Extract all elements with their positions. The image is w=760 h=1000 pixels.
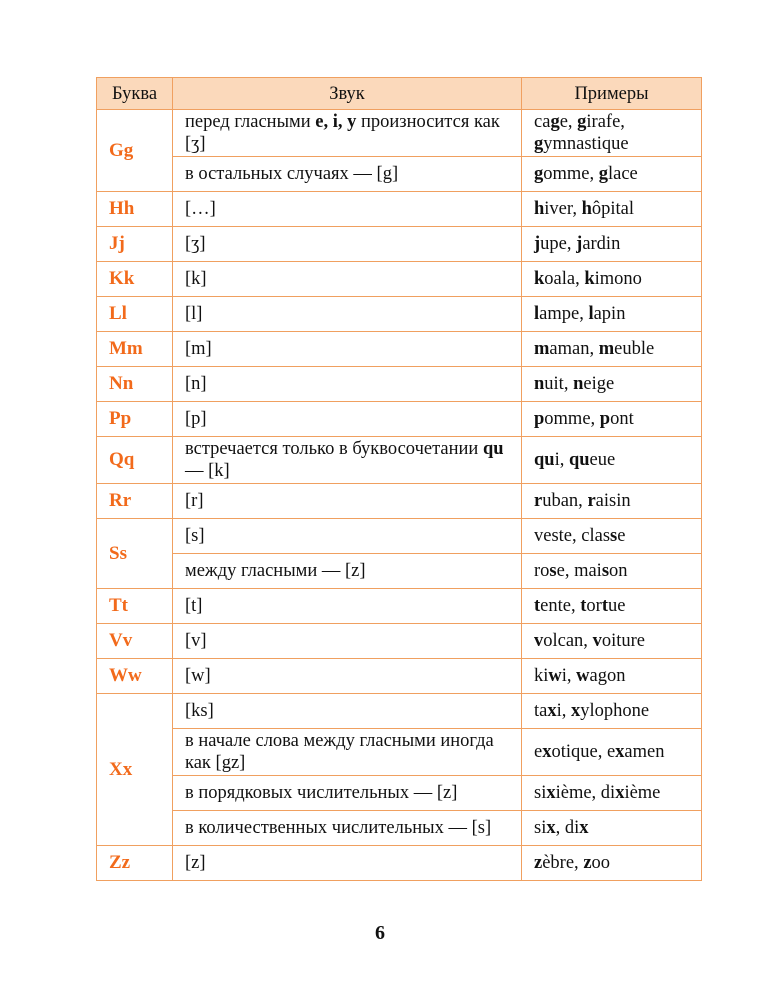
bold-fragment: w [548, 666, 562, 686]
sound-cell: [t] [173, 589, 522, 624]
bold-fragment: x [547, 701, 557, 721]
sound-cell: перед гласными e, i, y произносится как [ʒ] [173, 110, 522, 157]
table-row [97, 367, 702, 402]
phonetics-table [96, 77, 702, 881]
table-row [97, 332, 702, 367]
examples-cell: sixième, dixième [522, 776, 702, 811]
sound-cell: [m] [173, 332, 522, 367]
bold-fragment: p [534, 409, 545, 429]
bold-fragment: g [598, 164, 608, 184]
examples-cell: nuit, neige [522, 367, 702, 402]
table-row [97, 624, 702, 659]
bold-fragment: z [583, 853, 592, 873]
sound-cell: [p] [173, 402, 522, 437]
letter-cell: Jj [97, 227, 173, 262]
bold-fragment: m [534, 339, 550, 359]
bold-fragment: t [601, 596, 608, 616]
table-row [97, 402, 702, 437]
table-row [97, 110, 702, 157]
letter-cell: Ll [97, 297, 173, 332]
table-row [97, 729, 702, 776]
examples-cell: cage, girafe, gymnastique [522, 110, 702, 157]
bold-fragment: v [592, 631, 602, 651]
letter-cell: Ss [97, 519, 173, 589]
bold-fragment: g [534, 164, 544, 184]
sound-cell: [z] [173, 846, 522, 881]
bold-fragment: t [534, 596, 541, 616]
bold-fragment: x [579, 818, 589, 838]
table-row [97, 484, 702, 519]
sound-cell: [r] [173, 484, 522, 519]
sound-cell: в количественных числительных — [s] [173, 811, 522, 846]
table-body [97, 110, 702, 881]
bold-fragment: h [534, 199, 545, 219]
table-row [97, 227, 702, 262]
letter-cell: Vv [97, 624, 173, 659]
letter-cell: Qq [97, 437, 173, 484]
table-row [97, 811, 702, 846]
bold-fragment: s [601, 561, 610, 581]
bold-fragment: j [576, 234, 583, 254]
bold-fragment: z [534, 853, 543, 873]
examples-cell: koala, kimono [522, 262, 702, 297]
sound-cell: между гласными — [z] [173, 554, 522, 589]
bold-fragment: g [577, 112, 587, 132]
examples-cell: six, dix [522, 811, 702, 846]
examples-cell: rose, maison [522, 554, 702, 589]
bold-fragment: s [549, 561, 557, 581]
bold-fragment: x [546, 818, 556, 838]
letter-cell: Rr [97, 484, 173, 519]
bold-fragment: g [550, 112, 560, 132]
examples-cell: gomme, glace [522, 157, 702, 192]
table-header-row [97, 78, 702, 110]
sound-cell: в остальных случаях — [g] [173, 157, 522, 192]
sound-cell: в начале слова между гласными иногда как [gz] [173, 729, 522, 776]
bold-fragment: t [580, 596, 587, 616]
page-number: 6 [375, 922, 385, 944]
examples-cell: veste, classe [522, 519, 702, 554]
sound-cell: в порядковых числительных — [z] [173, 776, 522, 811]
sound-cell: [k] [173, 262, 522, 297]
bold-fragment: v [534, 631, 544, 651]
examples-cell: hiver, hôpital [522, 192, 702, 227]
examples-cell: ruban, raisin [522, 484, 702, 519]
bold-fragment: m [598, 339, 615, 359]
examples-cell: zèbre, zoo [522, 846, 702, 881]
examples-cell: tente, tortue [522, 589, 702, 624]
letter-cell: Tt [97, 589, 173, 624]
table-row [97, 589, 702, 624]
examples-cell: exotique, examen [522, 729, 702, 776]
bold-fragment: k [584, 269, 595, 289]
sound-cell: [s] [173, 519, 522, 554]
table-row [97, 437, 702, 484]
bold-fragment: j [534, 234, 541, 254]
table-row [97, 846, 702, 881]
letter-cell: Pp [97, 402, 173, 437]
examples-cell: lampe, lapin [522, 297, 702, 332]
table-row [97, 659, 702, 694]
bold-fragment: s [610, 526, 618, 546]
examples-cell: pomme, pont [522, 402, 702, 437]
table-row [97, 776, 702, 811]
letter-cell: Xx [97, 694, 173, 846]
letter-cell: Kk [97, 262, 173, 297]
examples-cell: kiwi, wagon [522, 659, 702, 694]
header-examples: Примеры [522, 78, 702, 110]
header-letter: Буква [97, 78, 173, 110]
bold-fragment: r [587, 491, 596, 511]
letter-cell: Nn [97, 367, 173, 402]
bold-fragment: qu [534, 450, 555, 470]
bold-fragment: x [615, 783, 625, 803]
table-row [97, 694, 702, 729]
bold-fragment: p [599, 409, 611, 429]
bold-fragment: w [576, 666, 590, 686]
table-row [97, 519, 702, 554]
bold-fragment: x [542, 742, 552, 762]
table-row [97, 157, 702, 192]
table-row [97, 297, 702, 332]
sound-cell: [w] [173, 659, 522, 694]
table-row [97, 192, 702, 227]
sound-cell: [n] [173, 367, 522, 402]
bold-fragment: x [546, 783, 556, 803]
letter-cell: Gg [97, 110, 173, 192]
letter-cell: Zz [97, 846, 173, 881]
sound-cell: [ʒ] [173, 227, 522, 262]
bold-fragment: g [534, 134, 544, 154]
letter-cell: Hh [97, 192, 173, 227]
bold-fragment: e, i, y [315, 112, 357, 132]
letter-cell: Mm [97, 332, 173, 367]
examples-cell: maman, meuble [522, 332, 702, 367]
bold-fragment: x [615, 742, 625, 762]
table-row [97, 554, 702, 589]
bold-fragment: x [571, 701, 581, 721]
bold-fragment: l [588, 304, 594, 324]
examples-cell: volcan, voiture [522, 624, 702, 659]
letter-cell: Ww [97, 659, 173, 694]
bold-fragment: l [534, 304, 540, 324]
header-sound: Звук [173, 78, 522, 110]
bold-fragment: n [573, 374, 584, 394]
bold-fragment: r [534, 491, 543, 511]
bold-fragment: n [534, 374, 545, 394]
sound-cell: встречается только в буквосочетании qu — [k] [173, 437, 522, 484]
sound-cell: […] [173, 192, 522, 227]
examples-cell: jupe, jardin [522, 227, 702, 262]
table-row [97, 262, 702, 297]
examples-cell: qui, queue [522, 437, 702, 484]
examples-cell: taxi, xylophone [522, 694, 702, 729]
bold-fragment: qu [482, 439, 504, 459]
bold-fragment: k [534, 269, 545, 289]
sound-cell: [ks] [173, 694, 522, 729]
bold-fragment: qu [568, 450, 590, 470]
bold-fragment: h [581, 199, 592, 219]
sound-cell: [l] [173, 297, 522, 332]
sound-cell: [v] [173, 624, 522, 659]
